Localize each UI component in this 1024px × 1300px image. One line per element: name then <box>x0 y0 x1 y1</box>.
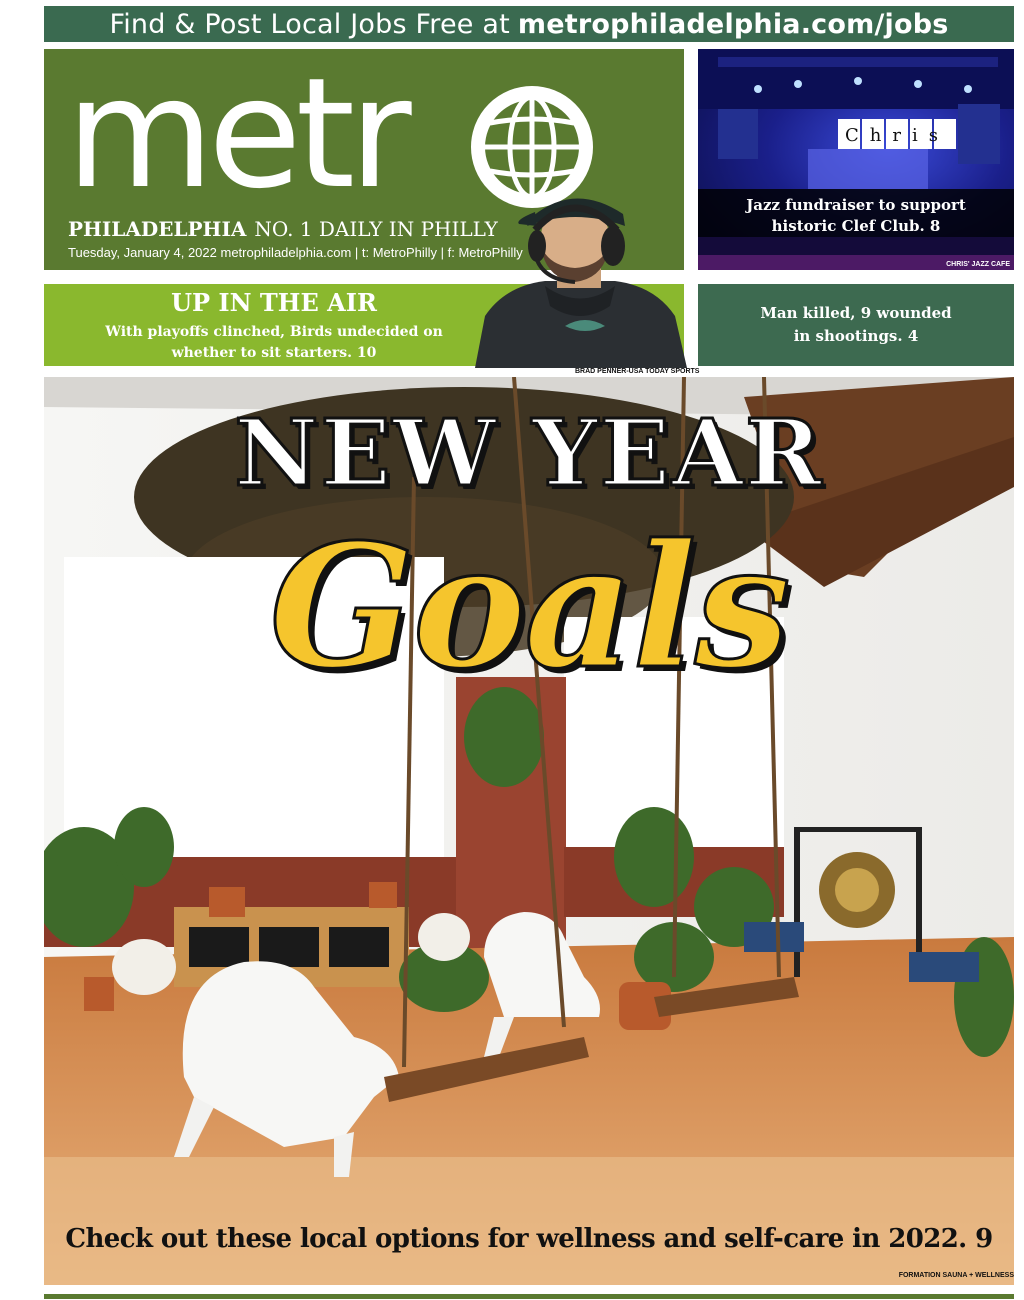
jazz-teaser[interactable] <box>698 49 1014 270</box>
jazz-caption-line1: Jazz fundraiser to support <box>746 196 966 214</box>
jazz-photo-credit: CHRIS' JAZZ CAFE <box>946 261 1010 268</box>
shootings-line1: Man killed, 9 wounded <box>760 304 952 322</box>
cover-subhead: Check out these local options for wellness and self-care in 2022. 9 <box>65 1224 993 1254</box>
cover-photo-credit: FORMATION SAUNA + WELLNESS <box>898 1272 1014 1279</box>
masthead-slogan: NO. 1 DAILY IN PHILLY <box>254 217 498 241</box>
eagles-deck-line1: With playoffs clinched, Birds undecided on <box>105 324 443 340</box>
eagles-deck <box>84 322 464 364</box>
eagles-photo-credit: BRAD PENNER-USA TODAY SPORTS <box>575 368 700 375</box>
masthead-dateline: Tuesday, January 4, 2022 metrophiladelphia.com | t: MetroPhilly | f: MetroPhilly <box>68 245 523 260</box>
eagles-headline: UP IN THE AIR <box>171 288 377 317</box>
jobs-banner[interactable] <box>44 6 1014 42</box>
jazz-caption <box>698 189 1014 237</box>
eagles-deck-line2: whether to sit starters. 10 <box>171 345 377 361</box>
jobs-banner-text: Find & Post Local Jobs Free at <box>109 8 510 40</box>
jazz-sign: Chris <box>845 125 949 146</box>
masthead-city: PHILADELPHIA <box>68 217 247 241</box>
masthead-tagline <box>68 217 498 241</box>
bottom-rule <box>44 1294 1014 1299</box>
jobs-banner-url[interactable]: metrophiladelphia.com/jobs <box>517 8 949 40</box>
cover-headline-script: Goals <box>269 507 789 707</box>
cover-headline-top: NEW YEAR <box>234 399 824 507</box>
coach-photo <box>475 186 687 368</box>
cover-story[interactable] <box>44 377 1014 1285</box>
shootings-line2: in shootings. 4 <box>793 327 919 345</box>
metro-logo: metr <box>66 49 406 222</box>
shootings-teaser[interactable] <box>698 284 1014 366</box>
jazz-caption-line2: historic Clef Club. 8 <box>771 217 941 235</box>
